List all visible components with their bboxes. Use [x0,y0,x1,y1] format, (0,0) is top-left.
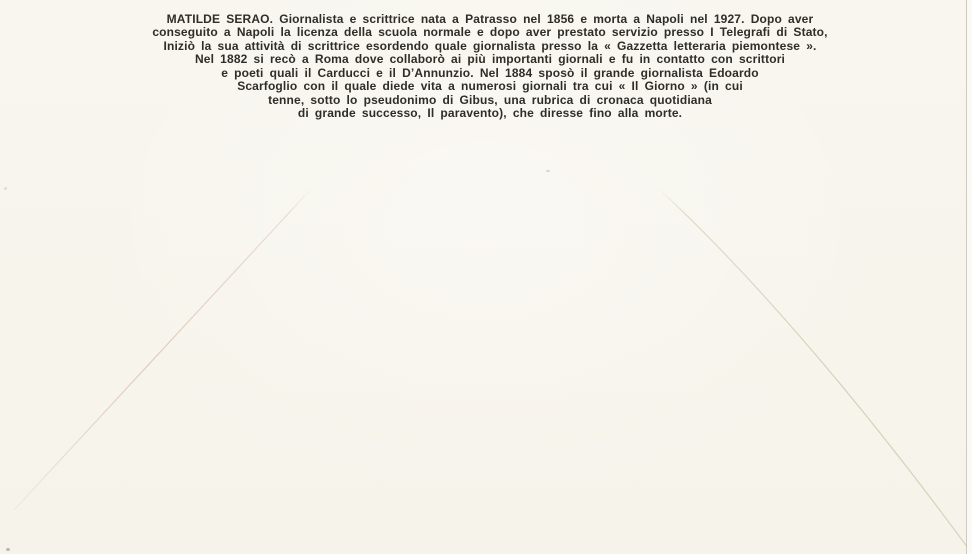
biography-text-block [0,13,972,121]
paper-speck [4,187,7,190]
biography-line-6: Scarfoglio con il quale diede vita a numerosi giornali tra cui « Il Giorno » (in cui [237,79,743,94]
right-flap-crease-line [658,188,968,548]
paper-speck [6,548,10,551]
left-flap-crease-line [14,188,312,510]
biography-line-1: MATILDE SERAO. Giornalista e scrittrice nata a Patrasso nel 1856 e morta a Napoli nel 1927. Dopo aver [166,12,814,26]
paper-speck [546,170,550,172]
biography-line-7: tenne, sotto lo pseudonimo di Gibus, una rubrica di cronaca quotidiana [268,92,712,107]
biography-line-2: conseguito a Napoli la licenza della scuola normale e dopo aver prestato servizio presso I Telegrafi di Stato, [152,25,828,40]
biography-line-5: e poeti quali il Carducci e il D’Annunzio. Nel 1884 sposò il grande giornalista Edoardo [221,65,759,80]
biography-line-8: di grande successo, Il paravento), che diresse fino alla morte. [297,106,683,121]
biography-line-3: Iniziò la sua attività di scrittrice esordendo quale giornalista presso la « Gazzetta letteraria piemontese ». [163,38,817,53]
biography-line-4: Nel 1882 si recò a Roma dove collaborò ai più importanti giornali e fu in contatto con scrittori [194,52,786,67]
